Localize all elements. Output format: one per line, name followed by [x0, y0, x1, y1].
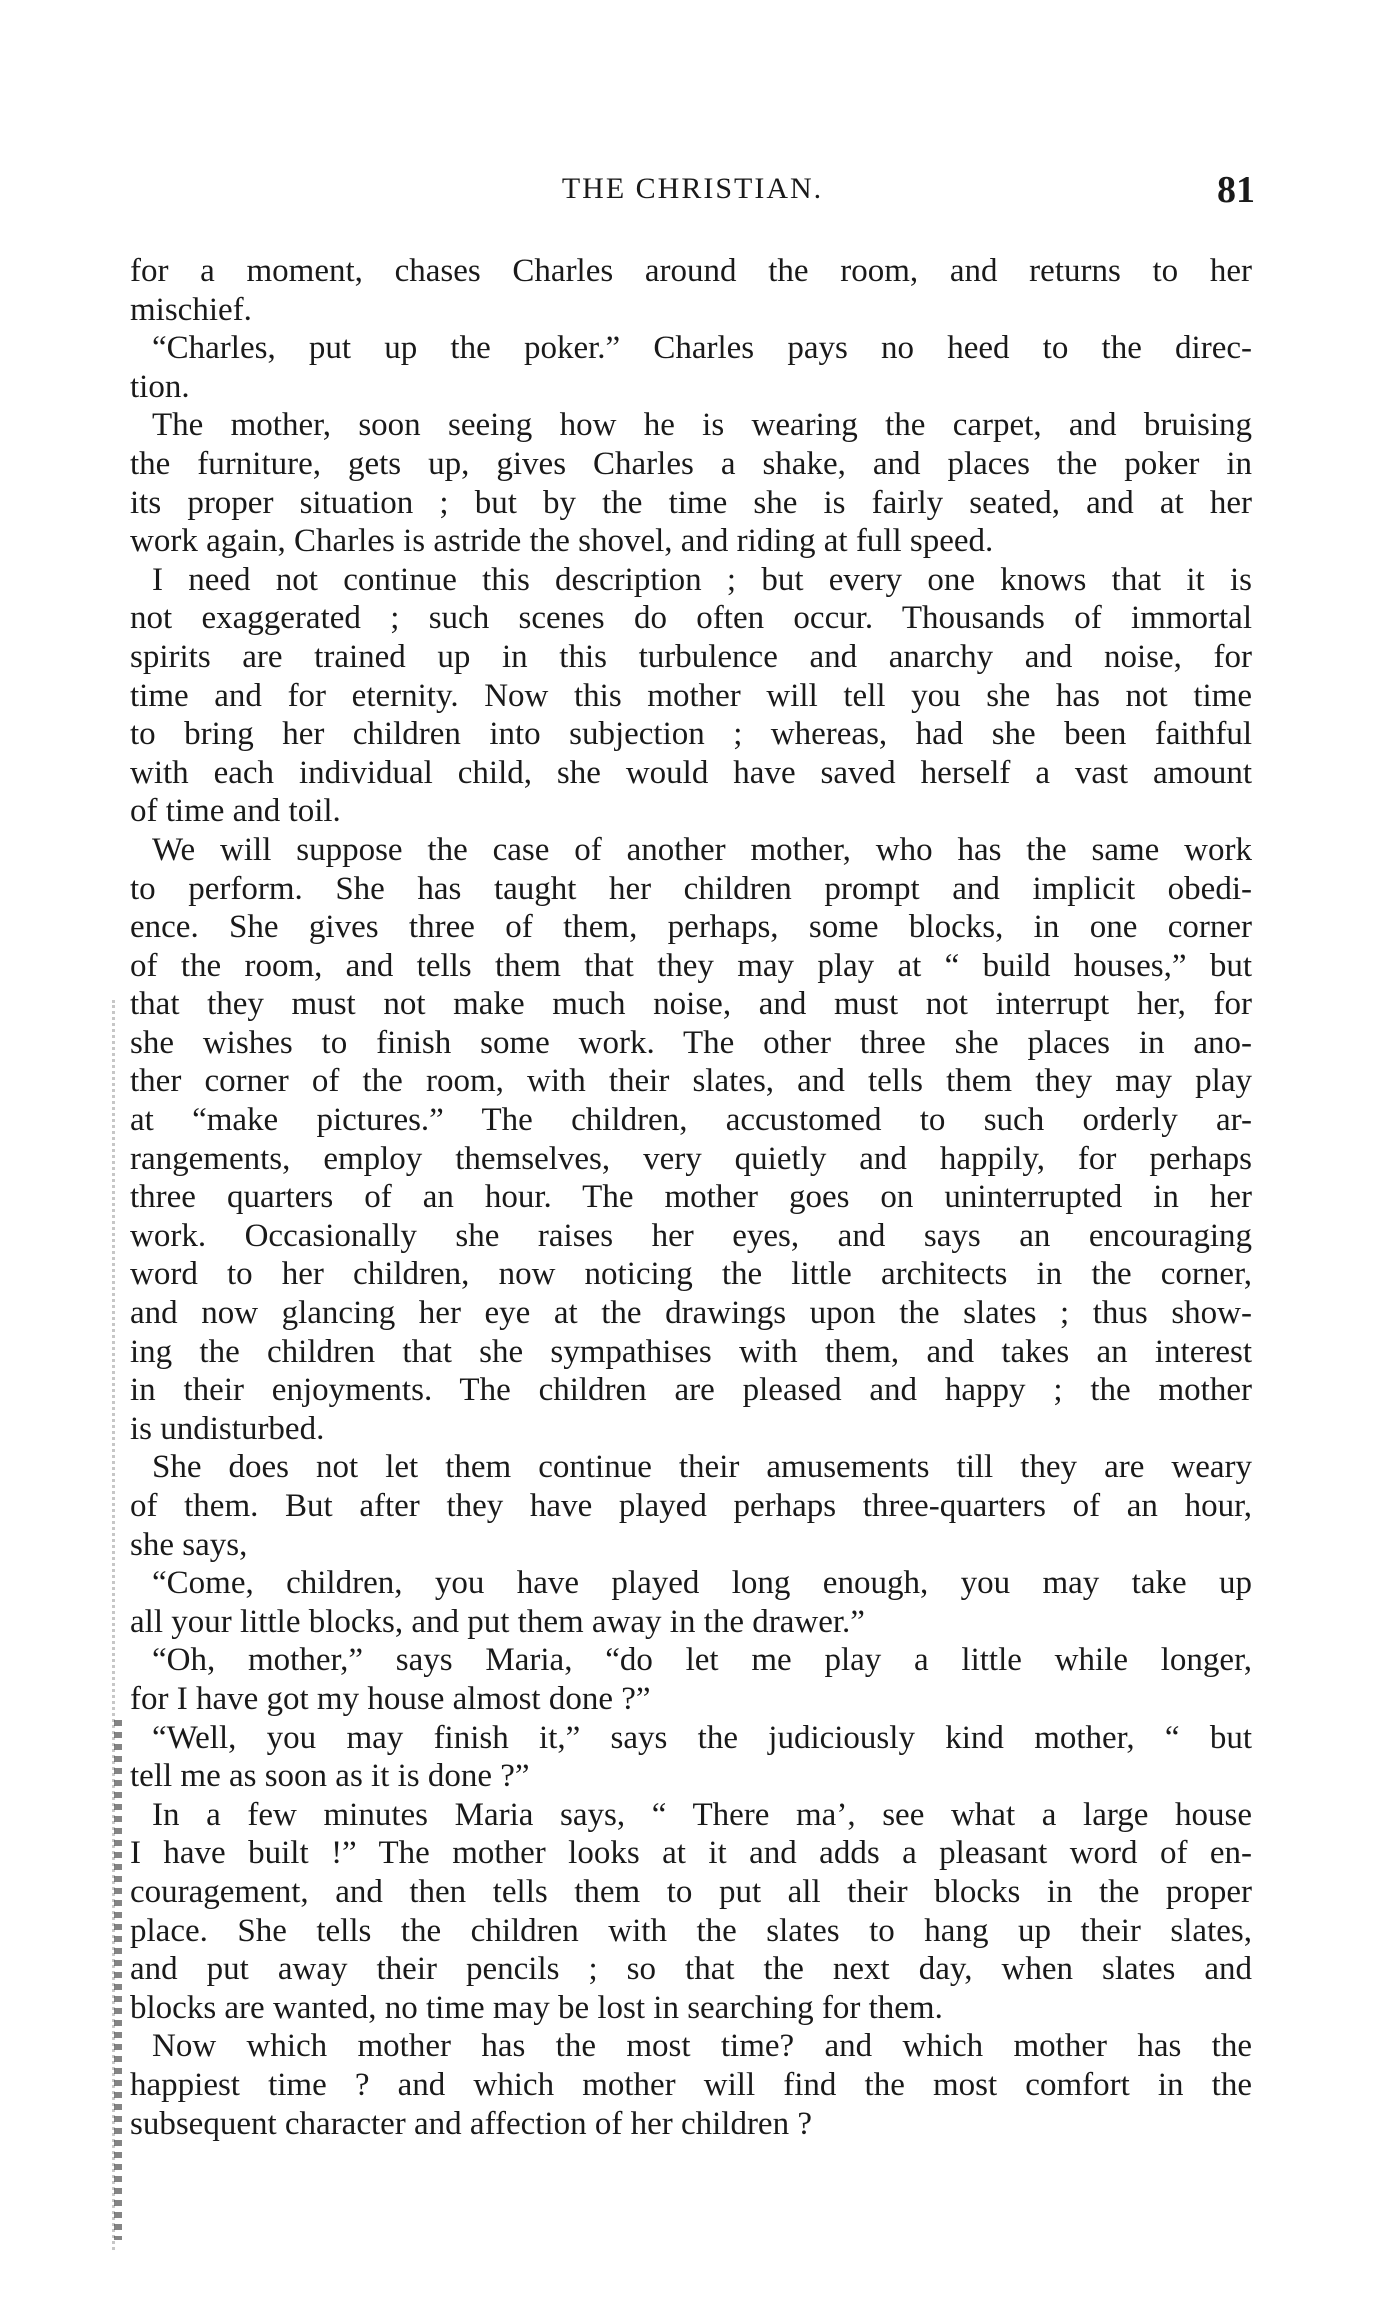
text-line: The mother, soon seeing how he is wearing the carpet, and bruising	[152, 407, 1252, 444]
text-line: spirits are trained up in this turbulence and anarchy and noise, for	[130, 638, 1252, 675]
text-line: to bring her children into subjection ; whereas, had she been faithful	[130, 716, 1252, 753]
text-line: and put away their pencils ; so that the next day, when slates and	[130, 1951, 1252, 1988]
text-line: of time and toil.	[130, 793, 341, 830]
text-line: its proper situation ; but by the time she is fairly seated, and at her	[130, 484, 1252, 521]
text-line: to perform. She has taught her children prompt and implicit obedi-	[130, 870, 1252, 907]
text-line: rangements, employ themselves, very quietly and happily, for perhaps	[130, 1140, 1252, 1177]
text-line: ther corner of the room, with their slates, and tells them they may play	[130, 1063, 1252, 1100]
text-line: ence. She gives three of them, perhaps, some blocks, in one corner	[130, 909, 1252, 946]
text-line: she says,	[130, 1526, 248, 1563]
scan-gutter-marks	[114, 1720, 122, 2240]
text-line: is undisturbed.	[130, 1410, 325, 1447]
text-line: “Oh, mother,” says Maria, “do let me play a little while longer,	[152, 1642, 1252, 1679]
page-number: 81	[1217, 169, 1255, 211]
text-line: tell me as soon as it is done ?”	[130, 1758, 530, 1795]
text-line: not exaggerated ; such scenes do often occur. Thousands of immortal	[130, 600, 1252, 637]
text-line: she wishes to finish some work. The other three she places in ano-	[130, 1024, 1252, 1061]
text-line: Now which mother has the most time? and which mother has the	[152, 2028, 1252, 2065]
text-line: “Come, children, you have played long enough, you may take up	[152, 1565, 1252, 1602]
text-line: tion.	[130, 368, 190, 405]
text-line: for a moment, chases Charles around the room, and returns to her	[130, 253, 1252, 289]
text-line: all your little blocks, and put them away in the drawer.”	[130, 1603, 865, 1640]
running-head	[130, 169, 1255, 216]
text-line: She does not let them continue their amusements till they are weary	[152, 1449, 1252, 1486]
text-line: three quarters of an hour. The mother goes on uninterrupted in her	[130, 1179, 1252, 1216]
text-line: work. Occasionally she raises her eyes, and says an encouraging	[130, 1217, 1252, 1254]
text-line: happiest time ? and which mother will find the most comfort in the	[130, 2066, 1252, 2103]
text-line: time and for eternity. Now this mother will tell you she has not time	[130, 677, 1252, 714]
body-text	[130, 252, 1252, 2143]
text-line: couragement, and then tells them to put all their blocks in the proper	[130, 1873, 1252, 1910]
text-line: In a few minutes Maria says, “ There ma’, see what a large house	[152, 1796, 1252, 1833]
text-line: of them. But after they have played perhaps three-quarters of an hour,	[130, 1488, 1252, 1524]
text-line: work again, Charles is astride the shovel, and riding at full speed.	[130, 523, 994, 560]
running-title: THE CHRISTIAN.	[561, 172, 824, 205]
text-line: the furniture, gets up, gives Charles a shake, and places the poker in	[130, 445, 1252, 482]
text-line: I need not continue this description ; but every one knows that it is	[152, 561, 1252, 598]
text-line: mischief.	[130, 291, 252, 328]
text-line: and now glancing her eye at the drawings upon the slates ; thus show-	[130, 1295, 1252, 1332]
text-line: of the room, and tells them that they may play at “ build houses,” but	[130, 947, 1252, 984]
text-line: that they must not make much noise, and must not interrupt her, for	[130, 986, 1252, 1023]
text-line: subsequent character and affection of her children ?	[130, 2105, 812, 2142]
text-line: word to her children, now noticing the little architects in the corner,	[130, 1256, 1252, 1293]
text-line: with each individual child, she would have saved herself a vast amount	[130, 754, 1252, 791]
text-line: I have built !” The mother looks at it and adds a pleasant word of en-	[130, 1835, 1252, 1872]
text-line: We will suppose the case of another mother, who has the same work	[152, 831, 1252, 868]
text-line: for I have got my house almost done ?”	[130, 1680, 651, 1717]
text-line: “Charles, put up the poker.” Charles pays no heed to the direc-	[152, 330, 1252, 367]
text-line: place. She tells the children with the slates to hang up their slates,	[130, 1912, 1252, 1949]
text-line: blocks are wanted, no time may be lost in searching for them.	[130, 1989, 943, 2026]
text-line: “Well, you may finish it,” says the judiciously kind mother, “ but	[152, 1719, 1252, 1756]
text-line: at “make pictures.” The children, accustomed to such orderly ar-	[130, 1102, 1252, 1139]
text-line: ing the children that she sympathises with them, and takes an interest	[130, 1333, 1252, 1370]
text-line: in their enjoyments. The children are pleased and happy ; the mother	[130, 1372, 1252, 1409]
